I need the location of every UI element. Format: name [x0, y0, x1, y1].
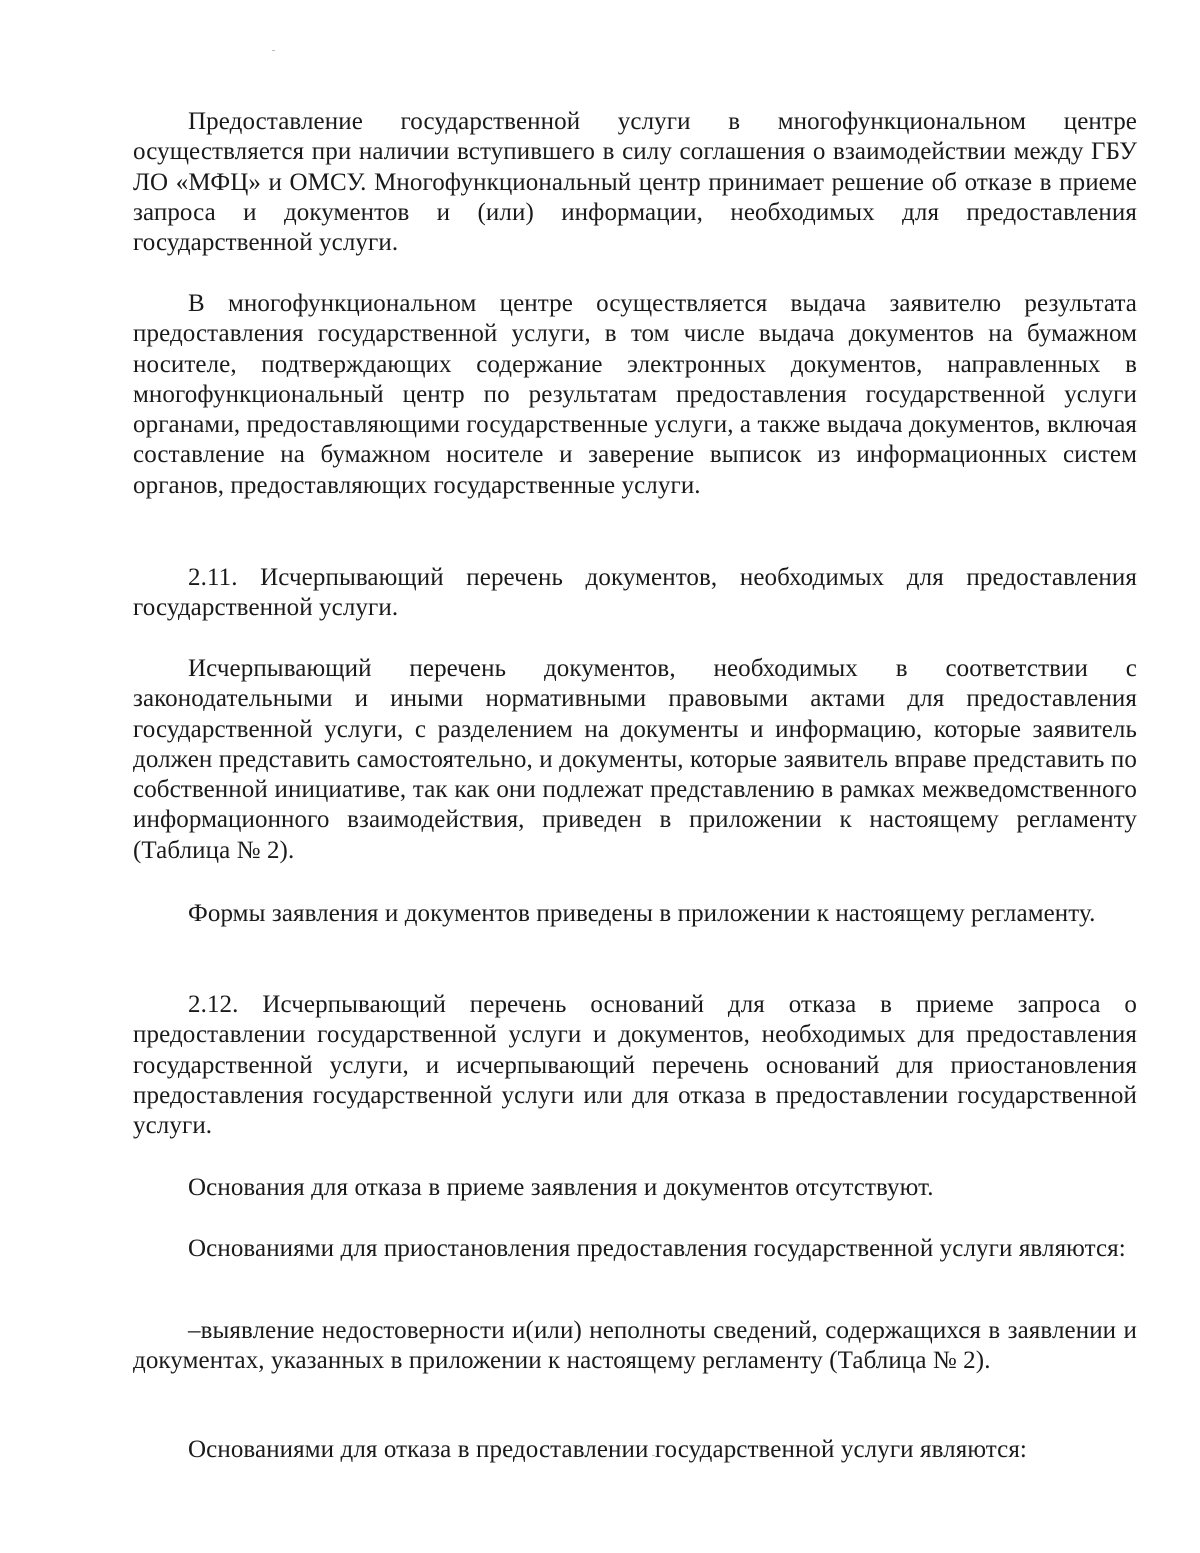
paragraph-forms: Формы заявления и документов приведены в приложении к настоящему регламенту. [188, 900, 1096, 927]
paragraph-mfc-issuance: В многофункциональном центре осуществляется выдача заявителю результата предоставления государственной услуги, в том числе выдача документов на бумажном носителе, подтверждающих содержание электронных документов, направленных в многофункциональный центр по результатам предоставления государственной услуги органами, предоставляющими государственные услуги, а также выдача документов, включая составление на бумажном носителе и заверение выписок из информационных систем органов, предоставляющих государственные услуги. [133, 290, 1137, 499]
section-2-11-heading: 2.11. Исчерпывающий перечень документов, необходимых для предоставления государственной услуги. [133, 564, 1137, 622]
paragraph-no-refusal-grounds: Основания для отказа в приеме заявления и документов отсутствуют. [188, 1174, 934, 1201]
paragraph-documents-list: Исчерпывающий перечень документов, необходимых в соответствии с законодательными и иными нормативными правовыми актами для предоставления государственной услуги, с разделением на документы и информацию, которые заявитель должен представить самостоятельно, и документы, которые заявитель вправе представить по собственной инициативе, так как они подлежат представлению в рамках межведомственного информационного взаимодействия, приведен в приложении к настоящему регламенту (Таблица № 2). [133, 655, 1137, 864]
list-item-suspension-reason: –выявление недостоверности и(или) неполноты сведений, содержащихся в заявлении и документах, указанных в приложении к настоящему регламенту (Таблица № 2). [133, 1317, 1137, 1375]
section-2-12-heading: 2.12. Исчерпывающий перечень оснований для отказа в приеме запроса о предоставлении государственной услуги и документов, необходимых для предоставления государственной услуги, и исчерпывающий перечень оснований для приостановления предоставления государственной услуги или для отказа в предоставлении государственной услуги. [133, 991, 1137, 1140]
paragraph-mfc-service: Предоставление государственной услуги в многофункциональном центре осуществляется при наличии вступившего в силу соглашения о взаимодействии между ГБУ ЛО «МФЦ» и ОМСУ. Многофункциональный центр принимает решение об отказе в приеме запроса и документов и (или) информации, необходимых для предоставления государственной услуги. [133, 108, 1137, 257]
scan-speck [272, 50, 275, 51]
paragraph-suspension-grounds: Основаниями для приостановления предоставления государственной услуги являются: [188, 1235, 1126, 1262]
paragraph-refusal-grounds: Основаниями для отказа в предоставлении государственной услуги являются: [188, 1436, 1027, 1463]
